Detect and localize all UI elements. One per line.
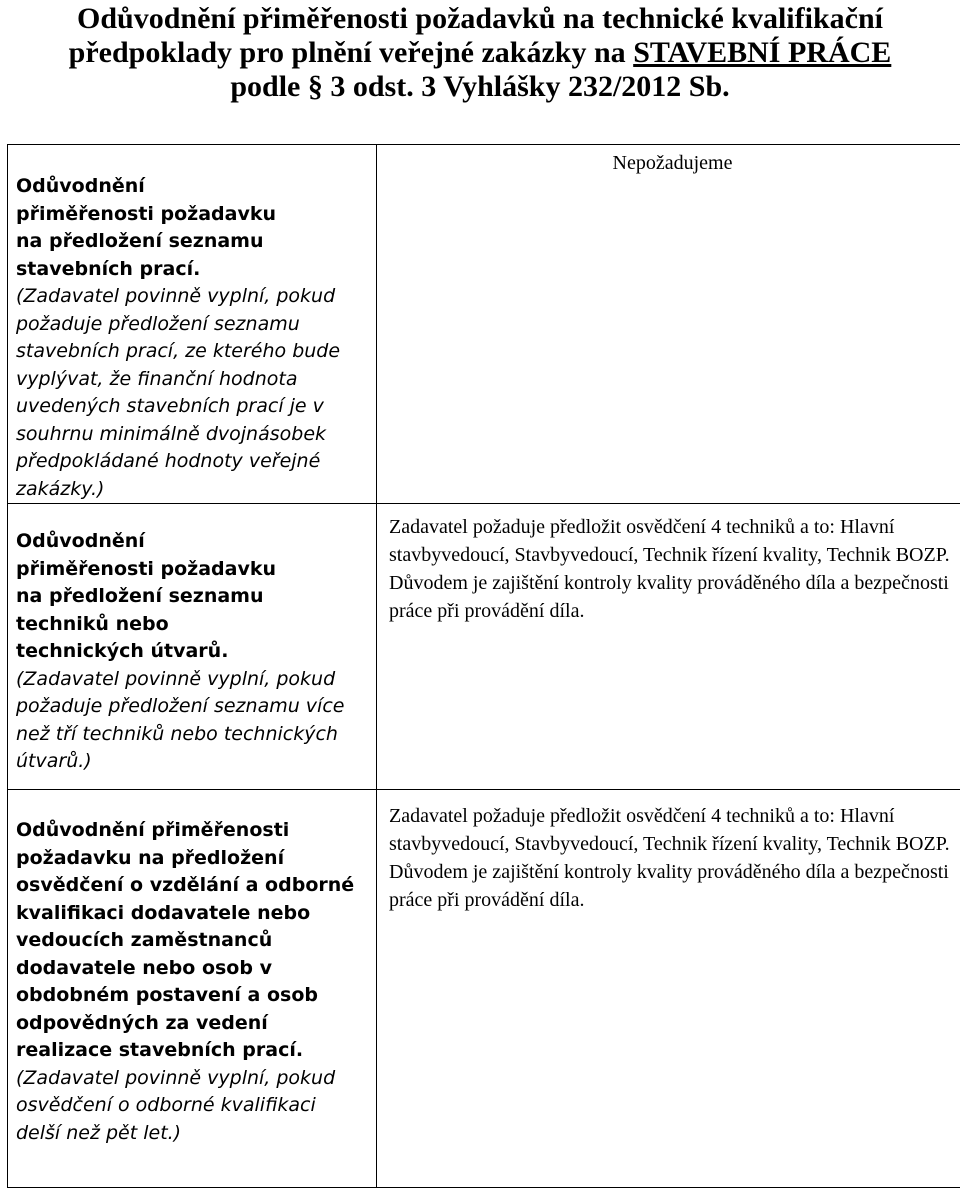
justification-text: Zadavatel požaduje předložit osvědčení 4 techniků a to: Hlavní stavbyvedoucí, Stavbyvedoucí, Technik řízení kvality, Technik BOZP. Důvodem je zajištění kontroly kvality prováděného díla a bezpečnosti práce při provádění díla. [377, 790, 960, 914]
justification-cell [377, 790, 960, 1188]
justification-text: Zadavatel požaduje předložit osvědčení 4 techniků a to: Hlavní stavbyvedoucí, Stavbyvedoucí, Technik řízení kvality, Technik BOZP. Důvodem je zajištění kontroly kvality prováděného díla a bezpečnosti práce při provádění díla. [377, 504, 960, 625]
requirement-cell [8, 504, 377, 790]
requirement-heading: Odůvodnění přiměřenosti požadavku na předložení osvědčení o vzdělání a odborné kvalifikaci dodavatele nebo vedoucích zaměstnanců dodavatele nebo osob v obdobném postavení a osob odpovědných za vedení realizace stavebních prací. [16, 817, 361, 1065]
title-line-2-text: předpoklady pro plnění veřejné zakázky na [69, 36, 634, 69]
requirement-cell [8, 145, 377, 504]
justification-cell [377, 145, 960, 504]
table-row [8, 504, 960, 790]
table-row [8, 790, 960, 1188]
requirement-instruction: (Zadavatel povinně vyplní, pokud požaduje předložení seznamu více než tří techniků nebo technických útvarů.) [16, 666, 356, 776]
requirement-instruction: (Zadavatel povinně vyplní, pokud osvědčení o odborné kvalifikaci delší než pět let.) [16, 1065, 346, 1148]
requirement-instruction: (Zadavatel povinně vyplní, pokud požaduje předložení seznamu stavebních prací, ze kterého bude vyplývat, že finanční hodnota uvedených stavebních prací je v souhrnu minimálně dvojnásobek předpokládané hodnoty veřejné zakázky.) [16, 283, 346, 503]
justification-text: Nepožadujeme [377, 145, 960, 177]
table-row [8, 145, 960, 504]
title-line-3: podle § 3 odst. 3 Vyhlášky 232/2012 Sb. [0, 70, 960, 104]
requirement-heading: Odůvodnění přiměřenosti požadavku na předložení seznamu techniků nebo technických útvarů. [16, 528, 286, 666]
title-work-type: STAVEBNÍ PRÁCE [633, 36, 891, 69]
title-line-2 [0, 36, 960, 70]
document-title [0, 2, 960, 104]
title-line-1: Odůvodnění přiměřenosti požadavků na technické kvalifikační [0, 2, 960, 36]
requirement-heading: Odůvodnění přiměřenosti požadavku na předložení seznamu stavebních prací. [16, 173, 286, 283]
requirements-table [7, 144, 960, 1188]
justification-cell [377, 504, 960, 790]
requirement-cell [8, 790, 377, 1188]
